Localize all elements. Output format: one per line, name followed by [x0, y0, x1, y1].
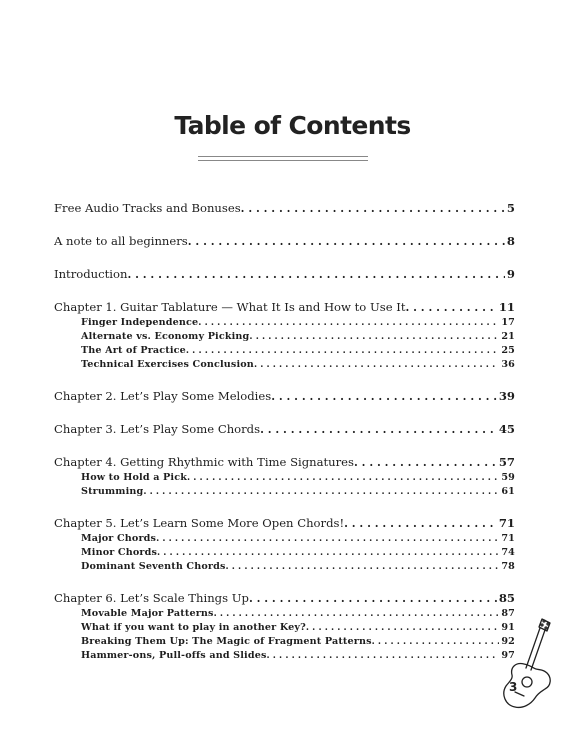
toc-subentry-page: 25 — [501, 345, 515, 356]
toc-entry[interactable] — [54, 200, 515, 217]
title-underline-second — [198, 160, 368, 161]
dot-leader — [187, 471, 499, 485]
toc-subentry[interactable] — [54, 471, 515, 485]
toc-subentry[interactable] — [54, 649, 515, 663]
toc-entry-page: 45 — [498, 422, 515, 436]
toc-subentry-page: 36 — [501, 359, 515, 370]
toc-entry[interactable] — [54, 590, 515, 607]
toc-subentry-title: Strumming — [81, 486, 144, 497]
toc-subentry-title: Minor Chords — [81, 547, 158, 558]
dot-leader — [249, 591, 497, 607]
toc-subentry-page: 78 — [501, 561, 515, 572]
dot-leader — [344, 516, 497, 532]
toc-subentry-page: 71 — [501, 533, 515, 544]
toc-group — [54, 200, 515, 217]
toc-subentry[interactable] — [54, 316, 515, 330]
toc-entry[interactable] — [54, 515, 515, 532]
toc-subentry[interactable] — [54, 358, 515, 372]
toc-group — [54, 266, 515, 283]
toc-subentry[interactable] — [54, 607, 515, 621]
toc-subentry-title: Major Chords — [81, 533, 157, 544]
dot-leader — [254, 358, 499, 372]
dot-leader — [198, 316, 499, 330]
toc-entry-title: Chapter 1. Guitar Tablature — What It Is and How to Use It — [54, 300, 406, 314]
toc-subentry-page: 74 — [501, 547, 515, 558]
page-number: 3 — [509, 680, 518, 694]
toc-subentry-title: The Art of Practice — [81, 345, 186, 356]
toc-entry[interactable] — [54, 388, 515, 405]
toc-subentry[interactable] — [54, 344, 515, 358]
toc-subentry-page: 87 — [501, 608, 515, 619]
toc-subentry-page: 97 — [501, 650, 515, 661]
toc-entry-title: Chapter 6. Let’s Scale Things Up — [54, 591, 249, 605]
toc-subentry-page: 61 — [501, 486, 515, 497]
dot-leader — [127, 267, 504, 283]
dot-leader — [249, 330, 499, 344]
dot-leader — [405, 300, 496, 316]
toc-subentry[interactable] — [54, 532, 515, 546]
toc-entry-title: Introduction — [54, 267, 128, 281]
dot-leader — [156, 532, 499, 546]
toc-entry[interactable] — [54, 299, 515, 316]
dot-leader — [241, 201, 505, 217]
toc-group — [54, 299, 515, 372]
toc-entry-title: Chapter 3. Let’s Play Some Chords — [54, 422, 261, 436]
dot-leader — [186, 344, 499, 358]
acoustic-guitar-icon — [498, 612, 568, 712]
toc-subentry[interactable] — [54, 560, 515, 574]
toc-subentry-page: 91 — [501, 622, 515, 633]
toc-group — [54, 233, 515, 250]
dot-leader — [188, 234, 505, 250]
toc-subentry-title: Breaking Them Up: The Magic of Fragment Patterns — [81, 636, 372, 647]
toc-entry-page: 9 — [506, 267, 515, 281]
toc-entry-title: A note to all beginners — [54, 234, 188, 248]
toc-group — [54, 515, 515, 574]
dot-leader — [226, 560, 500, 574]
toc-subentry-title: What if you want to play in another Key? — [81, 622, 306, 633]
toc-subentry-page: 59 — [501, 472, 515, 483]
toc-entry[interactable] — [54, 454, 515, 471]
toc-entry[interactable] — [54, 421, 515, 438]
toc-subentry-title: Hammer-ons, Pull-offs and Slides — [81, 650, 267, 661]
dot-leader — [143, 485, 499, 499]
toc-entry-title: Chapter 2. Let’s Play Some Melodies — [54, 389, 272, 403]
toc-subentry-title: Alternate vs. Economy Picking — [81, 331, 250, 342]
toc-group — [54, 454, 515, 499]
toc-entry-page: 85 — [498, 591, 515, 605]
dot-leader — [260, 422, 497, 438]
dot-leader — [306, 621, 499, 635]
toc-subentry[interactable] — [54, 546, 515, 560]
toc-group — [54, 388, 515, 405]
toc-subentry[interactable] — [54, 621, 515, 635]
toc-group — [54, 421, 515, 438]
dot-leader — [354, 455, 497, 471]
toc-entry-page: 57 — [498, 455, 515, 469]
toc-entry[interactable] — [54, 266, 515, 283]
table-of-contents — [54, 200, 515, 679]
toc-entry-page: 71 — [498, 516, 515, 530]
toc-subentry[interactable] — [54, 330, 515, 344]
toc-entry-title: Free Audio Tracks and Bonuses — [54, 201, 241, 215]
toc-subentry-title: Technical Exercises Conclusion — [81, 359, 254, 370]
toc-subentry[interactable] — [54, 635, 515, 649]
toc-entry-page: 8 — [506, 234, 515, 248]
page-title: Table of Contents — [174, 111, 411, 140]
dot-leader — [372, 635, 500, 649]
toc-entry-title: Chapter 5. Let’s Learn Some More Open Chords! — [54, 516, 345, 530]
dot-leader — [214, 607, 500, 621]
dot-leader — [271, 389, 497, 405]
toc-subentry-page: 92 — [501, 636, 515, 647]
toc-subentry[interactable] — [54, 485, 515, 499]
toc-subentry-page: 21 — [501, 331, 515, 342]
toc-entry[interactable] — [54, 233, 515, 250]
title-underline — [198, 156, 368, 157]
toc-entry-page: 11 — [498, 300, 515, 314]
toc-subentry-title: Movable Major Patterns — [81, 608, 214, 619]
toc-entry-page: 39 — [498, 389, 515, 403]
dot-leader — [157, 546, 499, 560]
toc-subentry-title: Dominant Seventh Chords — [81, 561, 226, 572]
toc-subentry-title: Finger Independence — [81, 317, 199, 328]
dot-leader — [267, 649, 500, 663]
toc-entry-title: Chapter 4. Getting Rhythmic with Time Signatures — [54, 455, 354, 469]
toc-subentry-page: 17 — [501, 317, 515, 328]
toc-entry-page: 5 — [506, 201, 515, 215]
toc-group — [54, 590, 515, 663]
toc-subentry-title: How to Hold a Pick — [81, 472, 187, 483]
